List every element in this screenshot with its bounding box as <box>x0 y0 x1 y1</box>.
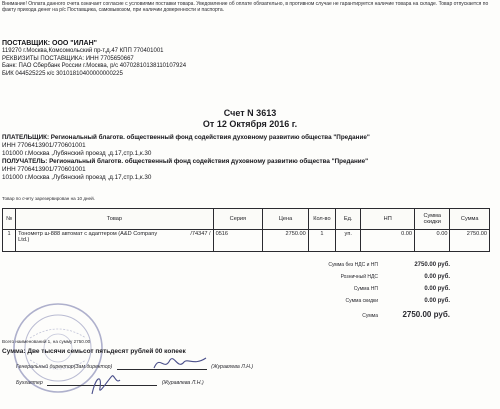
amount-in-words: Сумма: Две тысячи семьсот пятьдесят рублей 00 копеек <box>2 348 186 355</box>
payer-label: ПЛАТЕЛЬЩИК: Региональный благотв. общественный фонд содействия духовному развитию общества "Предание" <box>2 134 370 141</box>
director-signature-mark <box>150 352 210 374</box>
cell-discount: 0.00 <box>415 230 450 252</box>
total-row-net <box>280 262 450 268</box>
supplier-address: 119270 г.Москва,Комсомольский пр-т,д.47 КПП 770401001 <box>2 48 164 54</box>
cell-num: 1 <box>3 230 16 252</box>
recipient-address: 101000 г.Москва ,Лубянский проезд ,д.17,стр.1,к.30 <box>2 174 152 181</box>
invoice-number: Счет N 3613 <box>223 108 277 118</box>
payer-address: 101000 г.Москва ,Лубянский проезд ,д.17,стр.1,к.30 <box>2 150 152 157</box>
total-label: Сумма без НДС и НП <box>328 262 378 268</box>
col-header-product: Товар <box>16 209 213 230</box>
product-code: /74347 / <box>190 231 211 237</box>
director-name: (Журавлева Л.Н.) <box>211 364 254 370</box>
invoice-date: От 12 Октября 2016 г. <box>202 119 298 129</box>
col-header-discount: Сумма скидки <box>415 209 450 230</box>
director-signature-line <box>16 364 253 370</box>
col-header-num: № <box>3 209 16 230</box>
col-header-np: НП <box>361 209 415 230</box>
total-value: 2750.00 руб. <box>414 262 450 268</box>
total-value: 0.00 руб. <box>424 286 450 292</box>
col-header-price: Цена <box>263 209 309 230</box>
col-header-sum: Сумма <box>450 209 490 230</box>
supplier-bank: Банк: ПАО Сбербанк России г.Москва, р/с 40702810138110107924 <box>2 63 187 69</box>
supplier-requisites: РЕКВИЗИТЫ ПОСТАВЩИКА: ИНН 7705650667 <box>2 55 134 62</box>
col-header-unit: Ед. <box>336 209 361 230</box>
col-header-qty: Кол-во <box>308 209 335 230</box>
recipient-inn: ИНН 7706413901/770601001 <box>2 166 86 173</box>
cell-qty: 1 <box>308 230 335 252</box>
total-label: Сумма <box>362 313 378 319</box>
supplier-name: ПОСТАВЩИК: ООО "ИЛАН" <box>2 40 97 47</box>
supplier-block <box>2 40 302 78</box>
total-value: 0.00 руб. <box>424 274 450 280</box>
supplier-bik: БИК 044525225 к/с 30101810400000000225 <box>2 70 123 77</box>
items-count: Всего наименований 1, на сумму 2750.00 <box>2 339 91 344</box>
payer-inn: ИНН 7706413901/770601001 <box>2 142 86 149</box>
total-label: Сумма скидки <box>345 298 378 304</box>
director-label: Генеральный директор(Зам.директор) <box>16 364 113 370</box>
total-label: Сумма НП <box>353 286 378 292</box>
cell-price: 2750.00 <box>263 230 309 252</box>
col-header-series: Серия <box>213 209 263 230</box>
cell-product <box>16 230 213 252</box>
total-row-np <box>280 286 450 292</box>
cell-np: 0.00 <box>361 230 415 252</box>
total-value: 0.00 руб. <box>424 298 450 304</box>
accountant-signature-mark <box>86 370 126 400</box>
cell-unit: уп. <box>336 230 361 252</box>
totals-block <box>280 262 450 325</box>
total-label: Розничный НДС <box>340 274 378 280</box>
payment-notice: Внимание! Оплата данного счета означает согласие с условиями поставки товара. Уведомление об оплате обязательно, в противном случае не гарантируется наличие товара на складе. Товар отпускается по факту прихода денег на р/с Поставщика, самовывозом, при наличии доверенности и паспорта. <box>2 1 489 13</box>
total-row-sum <box>280 310 450 319</box>
total-row-discount <box>280 298 450 304</box>
items-table <box>2 208 490 252</box>
cell-series: 0516 <box>213 230 263 252</box>
reservation-note: Товар по счету зарезервирован на 10 дней. <box>2 196 95 201</box>
recipient-label: ПОЛУЧАТЕЛЬ: Региональный благотв. общественный фонд содействия духовному развитию общества "Предание" <box>2 158 369 165</box>
parties-block <box>2 134 498 182</box>
product-name: Тонометр ш-888 автомат с адаптером (A&D Company Ltd.) <box>18 231 158 243</box>
total-value: 2750.00 руб. <box>402 310 450 319</box>
table-header-row <box>3 209 490 230</box>
accountant-label: Бухгалтер <box>16 380 43 386</box>
cell-sum: 2750.00 <box>450 230 490 252</box>
table-row <box>3 230 490 252</box>
total-row-vat <box>280 274 450 280</box>
accountant-name: (Журавлева Л.Н.) <box>161 380 204 386</box>
